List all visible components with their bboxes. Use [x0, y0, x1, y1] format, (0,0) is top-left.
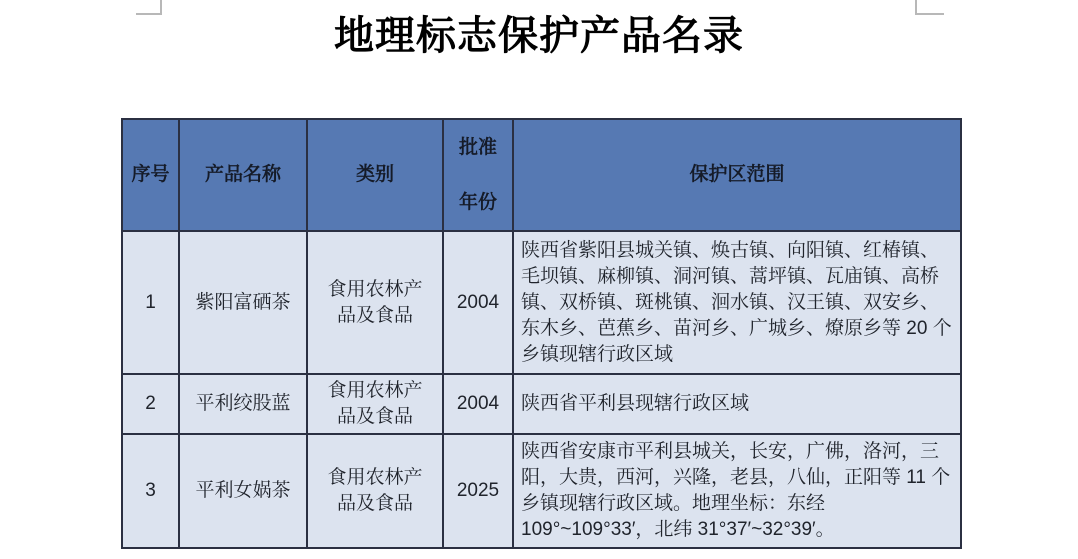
col-header-serial-label: 序号 — [131, 164, 170, 185]
page-margin-mark-top-left — [136, 0, 162, 15]
col-header-protection-scope-label: 保护区范围 — [689, 164, 785, 185]
row-3-category-text: 食用农林产品及食品 — [327, 467, 423, 514]
table-row-3 — [122, 434, 961, 548]
col-header-approval-year-label: 批准年份 — [458, 137, 497, 213]
col-header-approval-year — [443, 119, 513, 231]
table-row-1 — [122, 231, 961, 374]
col-header-product-name — [179, 119, 307, 231]
row-2-category — [307, 374, 443, 434]
table-header-row — [122, 119, 961, 231]
table-row-2 — [122, 374, 961, 434]
page-title: 地理标志保护产品名录 — [334, 14, 744, 58]
col-header-protection-scope — [513, 119, 961, 231]
row-2-product-name: 平利绞股蓝 — [179, 374, 307, 434]
row-2-approval-year: 2004 — [443, 374, 513, 434]
gi-products-table — [121, 118, 962, 549]
row-1-protection-scope: 陕西省紫阳县城关镇、焕古镇、向阳镇、红椿镇、毛坝镇、麻柳镇、洞河镇、蒿坪镇、瓦庙镇、高桥镇、双桥镇、斑桃镇、洄水镇、汉王镇、双安乡、东木乡、芭蕉乡、苗河乡、广城乡、燎原乡等 20 个乡镇现辖行政区域 — [513, 231, 961, 374]
col-header-product-name-label: 产品名称 — [204, 164, 281, 185]
row-1-category-text: 食用农林产品及食品 — [327, 278, 423, 326]
row-1-approval-year: 2004 — [443, 231, 513, 374]
page-margin-mark-top-right — [915, 0, 944, 15]
row-3-protection-scope: 陕西省安康市平利县城关，长安，广佛，洛河，三阳，大贵，西河，兴隆，老县，八仙，正阳等 11 个乡镇现辖行政区域。地理坐标：东经 109°~109°33′，北纬 31°37′~32°39′。 — [513, 434, 961, 548]
row-1-category — [307, 231, 443, 374]
row-3-category — [307, 434, 443, 548]
row-3-serial: 3 — [122, 434, 179, 548]
col-header-category — [307, 119, 443, 231]
row-3-product-name: 平利女娲茶 — [179, 434, 307, 548]
row-2-category-text: 食用农林产品及食品 — [327, 380, 423, 427]
row-3-approval-year: 2025 — [443, 434, 513, 548]
row-1-product-name: 紫阳富硒茶 — [179, 231, 307, 374]
row-2-protection-scope: 陕西省平利县现辖行政区域 — [513, 374, 961, 434]
col-header-serial — [122, 119, 179, 231]
row-2-serial: 2 — [122, 374, 179, 434]
col-header-category-label: 类别 — [355, 164, 394, 185]
row-1-serial: 1 — [122, 231, 179, 374]
